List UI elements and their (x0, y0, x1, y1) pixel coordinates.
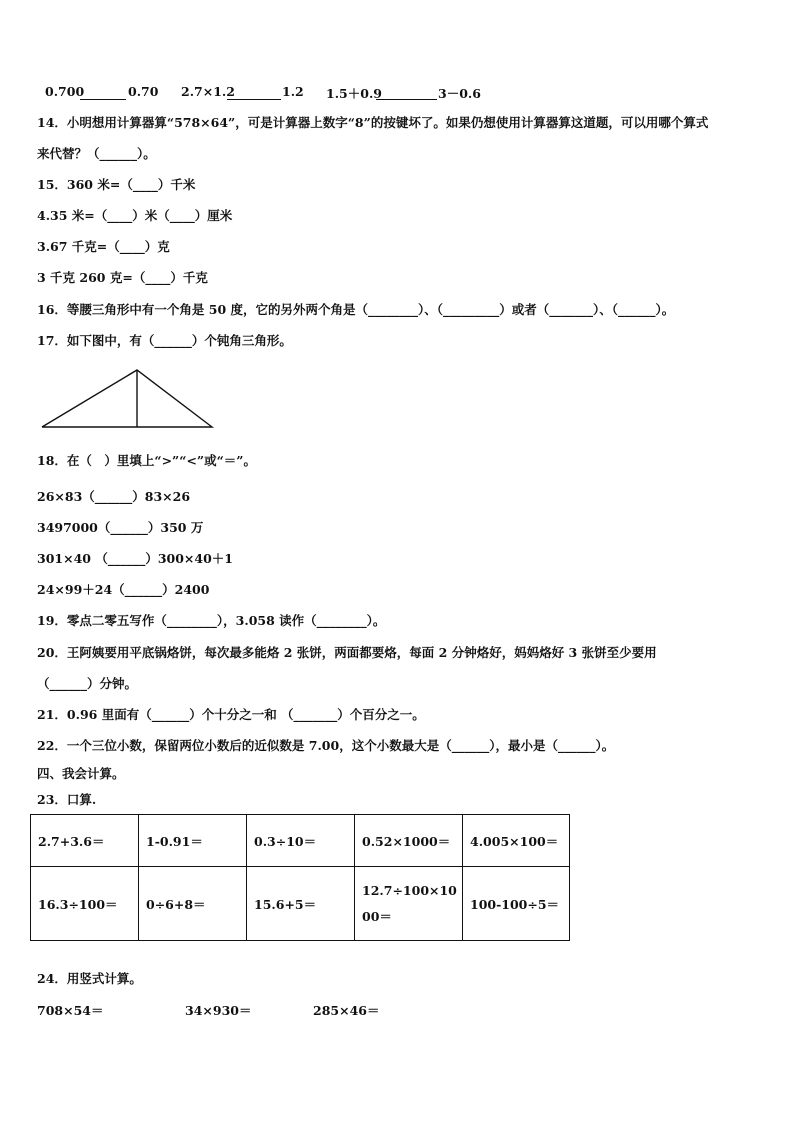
q19-text: 19．零点二零五写作（________），3.058 读作（________）。 (37, 613, 386, 628)
q13-a-right: 0.70 (128, 84, 159, 99)
q13-b-left: 2.7×1.2 (181, 84, 235, 99)
q17-text: 17．如下图中，有（______）个钝角三角形。 (37, 333, 292, 348)
q13-b-blank[interactable] (227, 86, 281, 100)
triangle-figure (40, 366, 215, 432)
q13-c-blank[interactable] (376, 86, 437, 100)
triangle-outline (42, 370, 212, 427)
q24-title: 24．用竖式计算。 (37, 971, 142, 986)
table-cell: 1-0.91＝ (139, 815, 247, 867)
table-cell: 100-100÷5＝ (463, 867, 570, 941)
q13-c-left: 1.5＋0.9 (326, 86, 382, 101)
q14-line1: 14．小明想用计算器算“578×64”，可是计算器上数字“8”的按键坏了。如果仍想使用计算器算这道题，可以用哪个算式 (37, 115, 709, 130)
q13-b-right: 1.2 (282, 84, 304, 99)
table-row (31, 815, 570, 867)
q24-item: 708×54＝ (37, 1003, 104, 1018)
q22-text: 22．一个三位小数，保留两位小数后的近似数是 7.00，这个小数最大是（______），最小是（______）。 (37, 738, 615, 753)
table-cell: 2.7+3.6＝ (31, 815, 139, 867)
table-cell-text: 12.7÷100×1000＝ (362, 882, 457, 924)
q16-text: 16．等腰三角形中有一个角是 50 度，它的另外两个角是（________）、（_________）或者（_______）、（______）。 (37, 302, 675, 317)
q23-title: 23．口算. (37, 792, 97, 807)
table-cell: 16.3÷100＝ (31, 867, 139, 941)
q13-a-blank[interactable] (80, 86, 126, 100)
table-row (31, 867, 570, 941)
q18-item: 24×99＋24（______）2400 (37, 582, 210, 597)
q21-text: 21．0.96 里面有（______）个十分之一和 （_______）个百分之一。 (37, 707, 425, 722)
oral-calc-table (30, 814, 570, 941)
q18-title: 18．在（ ）里填上“>”“<”或“＝”。 (37, 453, 256, 468)
q15-line2: 4.35 米=（____）米（____）厘米 (37, 208, 233, 223)
table-cell: 0÷6+8＝ (139, 867, 247, 941)
section-4-title: 四、我会计算。 (37, 766, 125, 781)
table-cell: 15.6+5＝ (247, 867, 355, 941)
q13-a-left: 0.700 (45, 84, 85, 99)
q18-item: 26×83（______）83×26 (37, 489, 191, 504)
q13-c-right: 3－0.6 (438, 86, 481, 101)
q20-line1: 20．王阿姨要用平底锅烙饼，每次最多能烙 2 张饼，两面都要烙，每面 2 分钟烙好，妈妈烙好 3 张饼至少要用 (37, 645, 657, 660)
q20-line2: （______）分钟。 (37, 676, 138, 691)
q15-line1: 15．360 米=（____）千米 (37, 177, 196, 192)
table-cell: 0.3÷10＝ (247, 815, 355, 867)
q14-line2: 来代替？（______）。 (37, 146, 156, 161)
q15-line3: 3.67 千克=（____）克 (37, 239, 170, 254)
q18-item: 3497000（______）350 万 (37, 520, 204, 535)
q24-item: 34×930＝ (185, 1003, 252, 1018)
q15-line4: 3 千克 260 克=（____）千克 (37, 270, 208, 285)
q24-item: 285×46＝ (313, 1003, 380, 1018)
table-cell (355, 867, 463, 941)
table-cell: 0.52×1000＝ (355, 815, 463, 867)
q18-item: 301×40 （______）300×40＋1 (37, 551, 233, 566)
table-cell: 4.005×100＝ (463, 815, 570, 867)
